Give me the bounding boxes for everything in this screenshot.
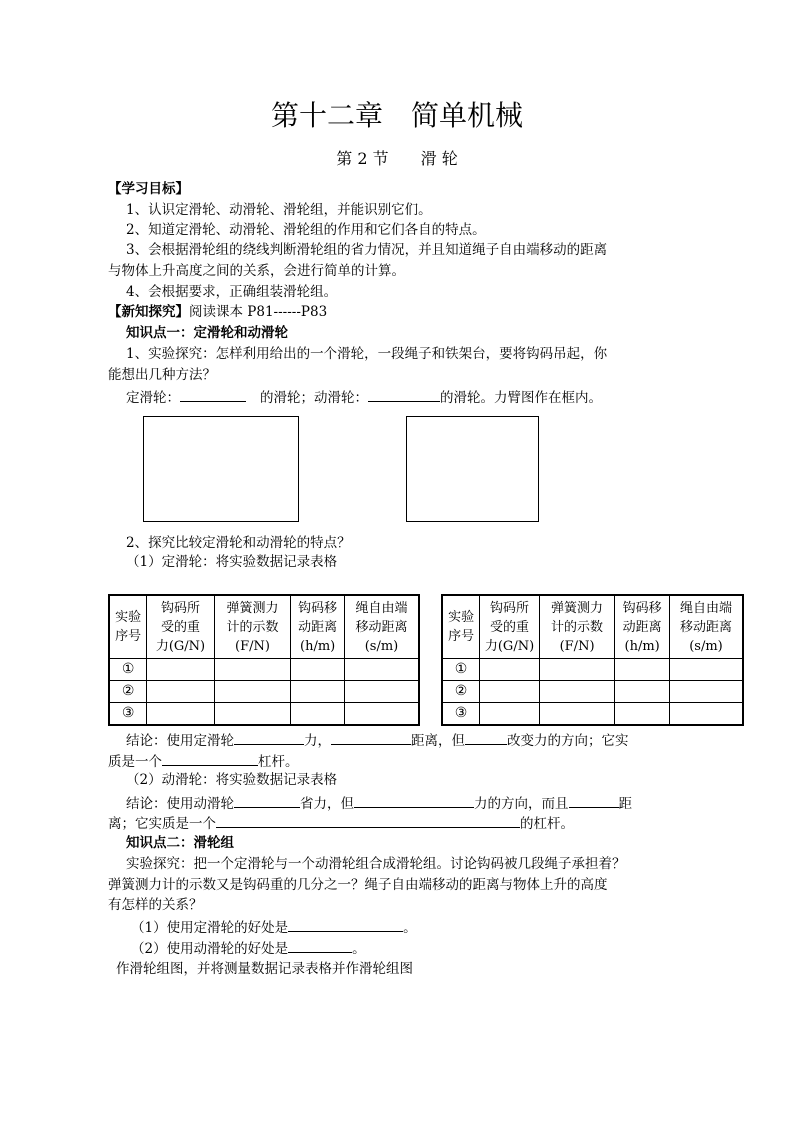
kp2-b2: （2）使用动滑轮的好处是 。: [131, 938, 366, 959]
conclusion-fixed-line1: 结论：使用定滑轮 力， 距离，但 改变力的方向；它实: [126, 730, 629, 751]
kp2-p2: 弹簧测力计的示数又是钩码重的几分之一？绳子自由端移动的距离与物体上升的高度: [108, 877, 608, 893]
row-index: ③: [442, 703, 480, 726]
fixed-pulley-table: [108, 594, 420, 726]
blank-c1-lever[interactable]: [162, 751, 258, 766]
objective-3-cont: 与物体上升高度之间的关系，会进行简单的计算。: [108, 263, 405, 279]
kp1-q1-line1: 1、实验探究：怎样利用给出的一个滑轮，一段绳子和铁架台，要将钩码吊起，你: [126, 346, 608, 362]
cell[interactable]: [345, 659, 420, 681]
blank-c2-force[interactable]: [234, 793, 300, 808]
blank-c1-force[interactable]: [234, 730, 304, 745]
movable-pulley-table: [441, 594, 744, 726]
cell[interactable]: [147, 703, 215, 726]
blank-b2[interactable]: [288, 938, 352, 953]
table-row: [442, 659, 743, 681]
row-index: ③: [109, 703, 147, 726]
kp1-q2-movable: （2）动滑轮：将实验数据记录表格: [126, 772, 338, 788]
th-rope-distance: 绳自由端 移动距离 (s/m): [345, 595, 420, 659]
cell[interactable]: [539, 681, 614, 703]
row-index: ①: [442, 659, 480, 681]
blank-c2-distance[interactable]: [569, 793, 619, 808]
kp2-b1: （1）使用定滑轮的好处是 。: [131, 917, 417, 938]
blank-c2-direction[interactable]: [354, 793, 474, 808]
th-weight: 钩码所 受的重 力(G/N): [147, 595, 215, 659]
cell[interactable]: [615, 659, 670, 681]
blank-c1-direction[interactable]: [465, 730, 507, 745]
objectives-heading: 【学习目标】: [108, 181, 189, 197]
conclusion-movable-line2: 离；它实质是一个 的杠杆。: [108, 813, 574, 834]
kp1-q1-line2: 能想出几种方法？: [108, 367, 216, 383]
th-seq: 实验 序号: [109, 595, 147, 659]
th-seq: 实验 序号: [442, 595, 480, 659]
th-rope-distance: 绳自由端 移动距离 (s/m): [670, 595, 743, 659]
objective-3: 3、会根据滑轮组的绕线判断滑轮组的省力情况，并且知道绳子自由端移动的距离: [126, 242, 608, 258]
cell[interactable]: [345, 703, 420, 726]
objective-4: 4、会根据要求，正确组装滑轮组。: [126, 284, 338, 300]
cell[interactable]: [615, 703, 670, 726]
blank-movable[interactable]: [368, 387, 440, 402]
cell[interactable]: [670, 681, 743, 703]
table-row: [109, 659, 419, 681]
th-force: 弹簧测力 计的示数 (F/N): [539, 595, 614, 659]
cell[interactable]: [291, 681, 345, 703]
table-row: [109, 681, 419, 703]
blank-fixed[interactable]: [180, 387, 246, 402]
th-hook-distance: 钩码移 动距离 (h/m): [615, 595, 670, 659]
fill-line-pulleys: [126, 387, 602, 408]
kp1-title: 知识点一：定滑轮和动滑轮: [126, 325, 288, 341]
movable-pulley-diagram-box[interactable]: [406, 416, 539, 522]
blank-b1[interactable]: [288, 917, 403, 932]
cell[interactable]: [291, 659, 345, 681]
cell[interactable]: [539, 659, 614, 681]
cell[interactable]: [214, 681, 290, 703]
fixed-label: 定滑轮：: [126, 390, 180, 406]
table-row: [442, 703, 743, 726]
cell[interactable]: [345, 681, 420, 703]
cell[interactable]: [670, 703, 743, 726]
kp2-final: 作滑轮组图，并将测量数据记录表格并作滑轮组图: [116, 961, 413, 977]
cell[interactable]: [214, 703, 290, 726]
row-index: ②: [109, 681, 147, 703]
kp1-q2-fixed: （1）定滑轮：将实验数据记录表格: [126, 554, 338, 570]
explore-heading: 【新知探究】: [108, 304, 189, 320]
conclusion-fixed-line2: 质是一个 杠杆。: [108, 751, 299, 772]
kp1-q2: 2、探究比较定滑轮和动滑轮的特点？: [126, 535, 351, 551]
table-row: [442, 681, 743, 703]
kp2-p3: 有怎样的关系？: [108, 897, 203, 913]
blank-c1-distance[interactable]: [331, 730, 411, 745]
cell[interactable]: [480, 659, 540, 681]
kp2-title: 知识点二：滑轮组: [126, 835, 234, 851]
section-title: 第 2 节 滑 轮: [336, 149, 458, 168]
chapter-title: 第十二章 简单机械: [270, 99, 523, 132]
row-index: ①: [109, 659, 147, 681]
objective-2: 2、知道定滑轮、动滑轮、滑轮组的作用和它们各自的特点。: [126, 222, 486, 238]
kp2-p1: 实验探究：把一个定滑轮与一个动滑轮组合成滑轮组。讨论钩码被几段绳子承担着？: [126, 856, 626, 872]
conclusion-movable-line1: 结论：使用动滑轮 省力，但 力的方向，而且 距: [126, 793, 632, 814]
cell[interactable]: [291, 703, 345, 726]
fixed-suffix: 的滑轮；动滑轮：: [260, 390, 368, 406]
cell[interactable]: [539, 703, 614, 726]
blank-c2-lever[interactable]: [216, 813, 520, 828]
objective-1: 1、认识定滑轮、动滑轮、滑轮组，并能识别它们。: [126, 202, 432, 218]
cell[interactable]: [147, 659, 215, 681]
cell[interactable]: [147, 681, 215, 703]
th-force: 弹簧测力 计的示数 (F/N): [214, 595, 290, 659]
th-hook-distance: 钩码移 动距离 (h/m): [291, 595, 345, 659]
explore-line: [108, 303, 327, 322]
row-index: ②: [442, 681, 480, 703]
fixed-pulley-diagram-box[interactable]: [143, 416, 299, 522]
cell[interactable]: [214, 659, 290, 681]
table-row: [109, 703, 419, 726]
movable-suffix: 的滑轮。力臂图作在框内。: [440, 390, 602, 406]
cell[interactable]: [615, 681, 670, 703]
cell[interactable]: [480, 703, 540, 726]
reading-range: 阅读课本 P81------P83: [189, 304, 328, 320]
cell[interactable]: [480, 681, 540, 703]
th-weight: 钩码所 受的重 力(G/N): [480, 595, 540, 659]
cell[interactable]: [670, 659, 743, 681]
